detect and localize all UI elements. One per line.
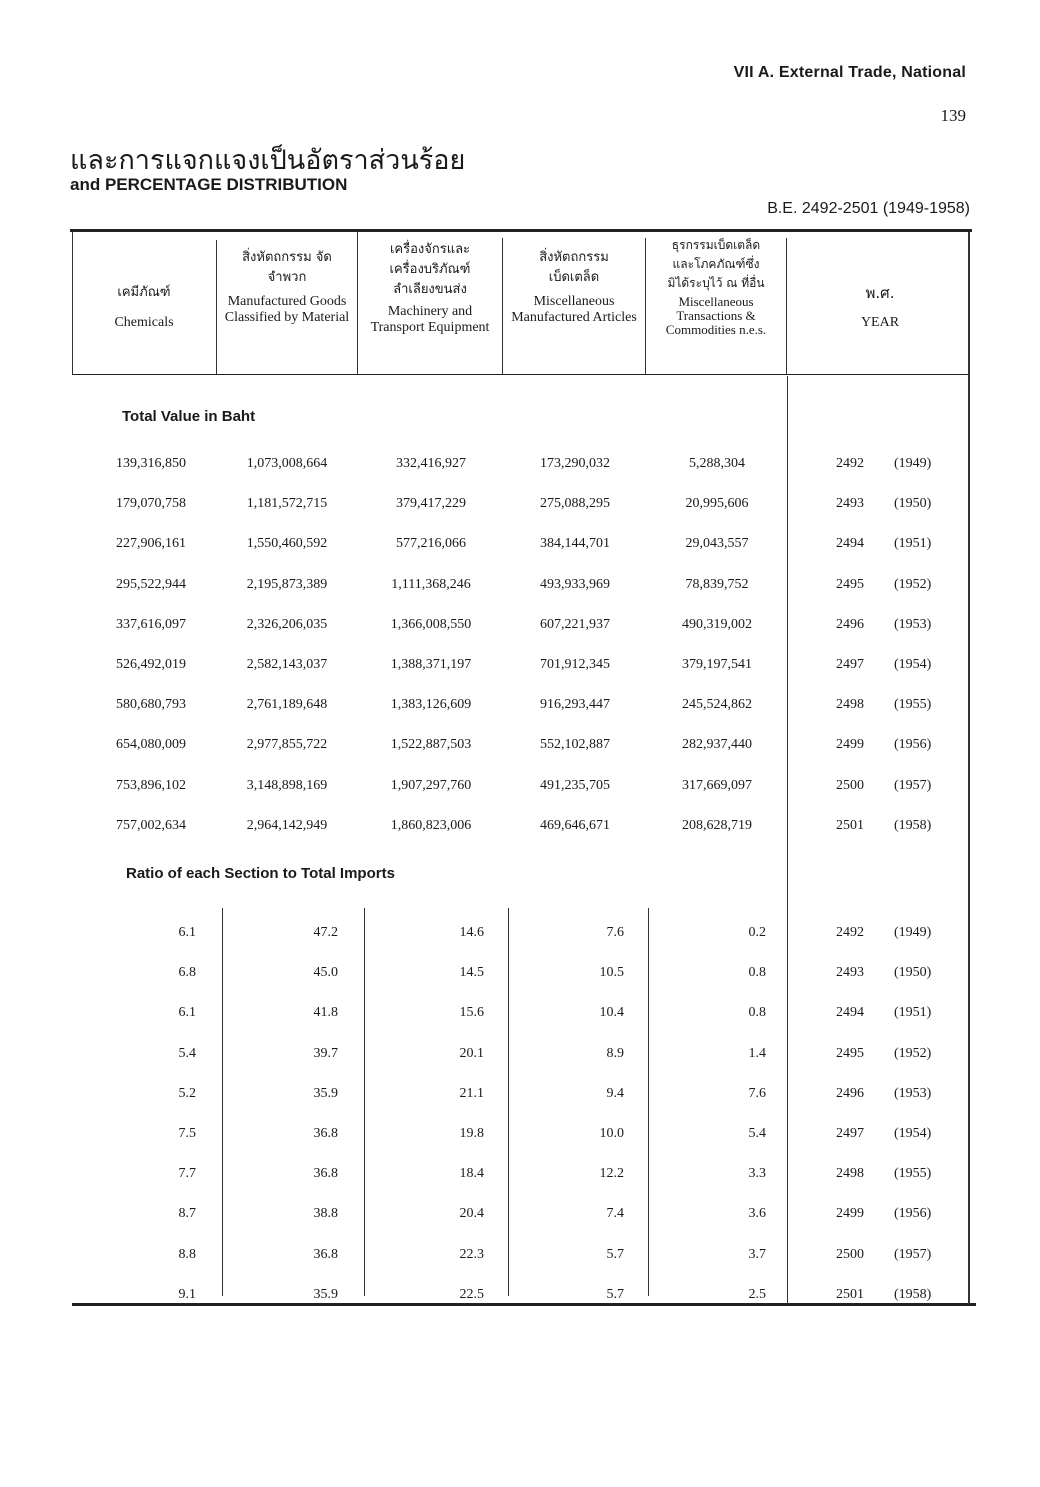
table-cell: 526,492,019 [116,657,186,672]
table-cell: 7.5 [178,1126,196,1141]
year-ad: (1949) [894,456,932,471]
year-be: 2501 [836,817,864,833]
table-cell: 1,366,008,550 [390,616,472,632]
table-cell: 7.6 [606,925,624,940]
col-header-manufactured-thai: สิ่งหัตถกรรม จัดจำพวก [242,250,332,285]
table-cell: 295,522,944 [116,576,186,592]
table-cell: 701,912,345 [540,657,610,672]
year-be: 2494 [836,536,864,552]
year-ad: (1957) [894,777,932,793]
table-cell: 35.9 [313,1286,338,1302]
table-cell: 3.6 [748,1206,766,1222]
year-ad: (1952) [894,1045,932,1061]
table-cell: 6.1 [178,1005,196,1021]
year-ad: (1952) [894,576,932,592]
table-cell: 2,964,142,949 [246,817,328,833]
table-cell: 10.5 [599,965,624,981]
table-cell: 2,977,855,722 [246,737,328,753]
table-cell: 18.4 [459,1166,484,1182]
header-bottom-rule [72,374,970,375]
col-sep-1 [216,240,217,374]
table-cell: 36.8 [313,1246,338,1262]
table-top-rule [70,229,972,232]
table-cell: 29,043,557 [685,536,749,552]
year-be: 2501 [836,1286,864,1302]
table-cell: 1,111,368,246 [391,576,471,592]
table-cell: 20.1 [459,1045,484,1061]
table-cell: 757,002,634 [116,817,186,833]
table-cell: 173,290,032 [540,456,610,471]
year-ad: (1953) [894,1085,932,1101]
table-cell: 139,316,850 [116,456,186,471]
section-label-values: Total Value in Baht [122,408,256,425]
table-cell: 379,197,541 [682,657,752,672]
title-thai: และการแจกแจงเป็นอัตราส่วนร้อย [70,145,466,176]
table-cell: 1,860,823,006 [390,817,472,833]
table-cell: 0.2 [748,925,766,940]
table-cell: 2.5 [748,1286,766,1302]
table-cell: 1,181,572,715 [246,496,328,512]
table-cell: 1,383,126,609 [390,697,472,713]
table-cell: 5.7 [606,1246,624,1262]
year-ad: (1956) [894,737,932,753]
table-cell: 5.4 [748,1126,766,1141]
year-be: 2500 [836,1246,864,1262]
table-cell: 38.8 [313,1206,338,1222]
col-header-misc-articles-english: Miscellaneous Manufactured Articles [511,294,637,325]
ratio-col-sep-3 [508,908,509,1296]
year-be: 2498 [836,1166,864,1182]
table-cell: 14.5 [459,965,484,981]
table-cell: 36.8 [313,1126,338,1141]
year-ad: (1956) [894,1206,932,1222]
year-be: 2494 [836,1005,864,1021]
year-be: 2493 [836,965,864,981]
ratio-col-sep-4 [648,908,649,1296]
table-cell: 7.4 [606,1206,624,1222]
table-cell: 22.5 [459,1286,484,1302]
col-sep-4 [645,238,646,374]
section-label-ratio: Ratio of each Section to Total Imports [126,865,395,882]
table-cell: 41.8 [313,1005,338,1021]
year-be: 2498 [836,697,864,713]
table-cell: 654,080,009 [116,737,186,753]
year-col-sep [787,376,788,1304]
table-cell: 552,102,887 [540,737,610,753]
year-be: 2495 [836,1045,864,1061]
table-cell: 227,906,161 [116,536,186,552]
year-be: 2496 [836,1085,864,1101]
col-sep-3 [502,238,503,374]
year-be: 2499 [836,737,864,753]
table-cell: 5.4 [178,1045,196,1061]
table-cell: 36.8 [313,1166,338,1182]
table-cell: 337,616,097 [116,616,186,632]
col-header-misc-transactions-english: Miscellaneous Transactions & Commodities n.e.s. [665,294,767,337]
table-cell: 12.2 [599,1166,624,1182]
year-be: 2497 [836,657,864,672]
table-cell: 9.4 [606,1085,624,1101]
year-be: 2493 [836,496,864,512]
table-cell: 2,326,206,035 [246,616,328,632]
table-cell: 10.0 [599,1126,624,1141]
table-cell: 493,933,969 [540,576,610,592]
col-header-manufactured [222,248,352,326]
year-ad: (1953) [894,616,932,632]
col-sep-5 [786,238,787,374]
col-header-misc-transactions-thai: ธุรกรรมเบ็ดเตล็ด และโภคภัณฑ์ซึ่ง มิได้ระบุไว้ ณ ที่อื่น [667,238,765,290]
table-cell: 15.6 [459,1005,484,1021]
table-cell: 20.4 [459,1206,484,1222]
table-cell: 179,070,758 [116,496,186,512]
table-cell: 2,195,873,389 [246,576,328,592]
table-cell: 3.7 [748,1246,766,1262]
table-cell: 6.1 [178,925,196,940]
table-cell: 47.2 [313,925,338,940]
ratio-col-sep-1 [222,908,223,1296]
page-number: 139 [940,106,966,125]
table-cell: 577,216,066 [396,536,466,552]
col-header-year-english: YEAR [860,315,900,330]
table-cell: 753,896,102 [116,777,186,793]
table-cell: 14.6 [459,925,484,940]
year-ad: (1949) [894,925,932,940]
table-cell: 282,937,440 [682,737,752,753]
col-sep-2 [357,232,358,374]
table-cell: 7.7 [178,1166,196,1182]
table-cell: 2,582,143,037 [246,657,328,672]
table-cell: 35.9 [313,1085,338,1101]
col-header-misc-transactions [650,236,782,337]
col-header-misc-articles-thai: สิ่งหัตถกรรม เบ็ดเตล็ด [539,250,609,285]
year-be: 2495 [836,576,864,592]
year-ad: (1954) [894,1126,932,1141]
table-cell: 580,680,793 [116,697,186,713]
table-cell: 1,522,887,503 [390,737,472,753]
year-ad: (1951) [894,536,932,552]
table-cell: 39.7 [313,1045,338,1061]
col-header-year-thai: พ.ศ. [865,284,895,302]
table-cell: 384,144,701 [540,536,610,552]
table-cell: 8.8 [178,1246,196,1262]
year-ad: (1954) [894,657,932,672]
col-header-chemicals-english: Chemicals [114,315,174,330]
table-cell: 332,416,927 [396,456,466,471]
table-cell: 6.8 [178,965,196,981]
year-ad: (1950) [894,965,932,981]
table-cell: 45.0 [313,965,338,981]
table-cell: 2,761,189,648 [246,697,328,713]
running-title: VII A. External Trade, National [733,64,966,81]
table-cell: 490,319,002 [682,616,752,632]
year-ad: (1958) [894,817,932,833]
table-cell: 607,221,937 [540,616,610,632]
col-header-machinery [362,240,498,336]
table-cell: 8.9 [606,1045,624,1061]
table-cell: 1.4 [748,1045,766,1061]
year-be: 2492 [836,925,864,940]
table-cell: 20,995,606 [685,496,749,512]
table-cell: 8.7 [178,1206,196,1222]
year-be: 2499 [836,1206,864,1222]
year-ad: (1957) [894,1246,932,1262]
title-english: and PERCENTAGE DISTRIBUTION [70,175,348,194]
table-cell: 5.7 [606,1286,624,1302]
table-cell: 916,293,447 [540,697,610,713]
table-cell: 78,839,752 [685,576,749,592]
table-cell: 1,550,460,592 [246,536,328,552]
year-ad: (1955) [894,1166,932,1182]
table-cell: 469,646,671 [540,817,610,833]
col-header-chemicals [76,285,212,331]
table-cell: 7.6 [748,1085,766,1101]
table-bottom-rule [72,1303,976,1306]
table-cell: 208,628,719 [682,817,752,833]
col-header-machinery-english: Machinery and Transport Equipment [370,304,490,335]
table-cell: 3,148,898,169 [246,777,328,793]
year-ad: (1955) [894,697,932,713]
year-ad: (1951) [894,1005,932,1021]
table-cell: 275,088,295 [540,496,610,512]
table-cell: 1,388,371,197 [390,657,472,672]
table-cell: 379,417,229 [396,496,466,512]
col-header-manufactured-english: Manufactured Goods Classified by Material [224,294,350,325]
table-cell: 9.1 [178,1286,196,1302]
table-cell: 5.2 [178,1085,196,1101]
year-be: 2497 [836,1126,864,1141]
table-right-border [968,232,970,1304]
col-header-year [810,285,950,331]
table-cell: 22.3 [459,1246,484,1262]
table-cell: 1,073,008,664 [246,456,328,471]
year-ad: (1958) [894,1286,932,1302]
table-cell: 1,907,297,760 [390,777,472,793]
period-label: B.E. 2492-2501 (1949-1958) [767,200,970,217]
table-left-border [72,232,73,374]
table-cell: 491,235,705 [540,777,610,793]
col-header-machinery-thai: เครื่องจักรและ เครื่องบริภัณฑ์ ลำเลียงขนส่ง [389,242,471,297]
year-be: 2496 [836,616,864,632]
table-cell: 0.8 [748,965,766,981]
table-cell: 0.8 [748,1005,766,1021]
year-be: 2492 [836,456,864,471]
table-cell: 3.3 [748,1166,766,1182]
table-cell: 317,669,097 [682,777,752,793]
table-cell: 21.1 [459,1085,484,1101]
table-cell: 19.8 [459,1126,484,1141]
col-header-misc-articles [508,248,640,326]
table-cell: 5,288,304 [689,456,745,471]
ratio-col-sep-2 [364,908,365,1296]
table-cell: 245,524,862 [682,697,752,713]
year-be: 2500 [836,777,864,793]
year-ad: (1950) [894,496,932,512]
col-header-chemicals-thai: เคมีภัณฑ์ [117,285,171,300]
table-cell: 10.4 [599,1005,624,1021]
